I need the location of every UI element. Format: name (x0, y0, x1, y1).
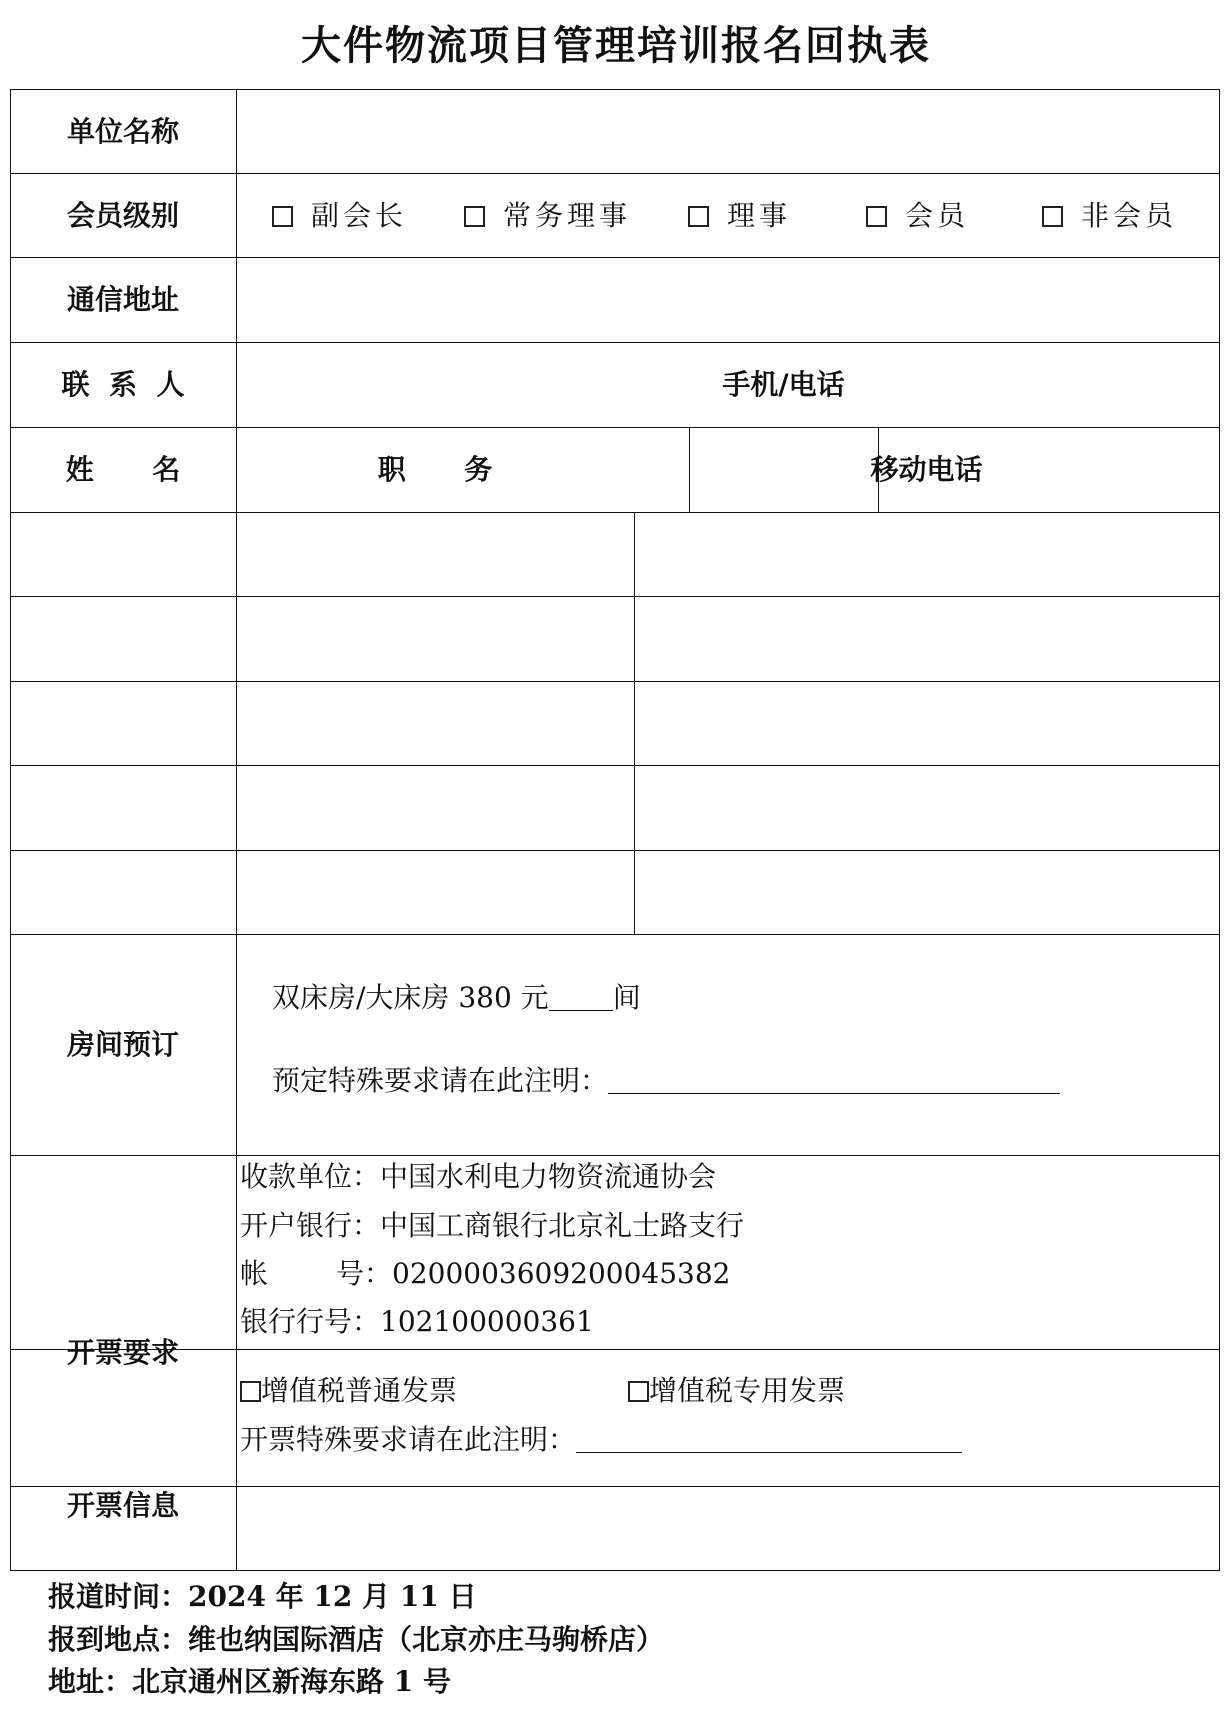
checkbox-icon[interactable] (464, 206, 485, 227)
position-header: 职 务 (377, 453, 493, 486)
report-venue: 报到地点：维也纳国际酒店（北京亦庄马驹桥店） (48, 1623, 665, 1656)
form-title: 大件物流项目管理培训报名回执表 (301, 22, 931, 69)
invoice-requirement-label: 开票要求 (66, 1336, 179, 1369)
invoice-note-text: 开票特殊要求请在此注明： (240, 1423, 577, 1456)
room-count-blank[interactable] (549, 1009, 613, 1011)
row-divider (10, 342, 1220, 343)
label-column-divider (236, 89, 237, 1571)
account-label: 帐 (240, 1257, 269, 1290)
room-rate-line (272, 981, 641, 1014)
member-option-vice-president[interactable]: 副会长 (272, 202, 407, 230)
checkbox-icon[interactable] (1042, 206, 1063, 227)
row-divider (10, 596, 1220, 597)
room-special-request-blank[interactable] (608, 1092, 1060, 1094)
checkbox-icon[interactable] (628, 1381, 649, 1402)
unit-name-label: 单位名称 (66, 115, 179, 148)
member-option-non-member[interactable]: 非会员 (1042, 202, 1177, 230)
invoice-note-blank[interactable] (576, 1451, 962, 1453)
row-divider (10, 1486, 1220, 1487)
member-option-member[interactable]: 会员 (866, 202, 969, 230)
member-option-director[interactable]: 理事 (688, 202, 791, 230)
row-divider (10, 427, 1220, 428)
room-special-request-line (272, 1064, 1060, 1097)
checkbox-icon[interactable] (272, 206, 293, 227)
account-line (240, 1257, 731, 1290)
address-label: 通信地址 (66, 283, 179, 316)
checkbox-icon[interactable] (866, 206, 887, 227)
contact-label: 联 系 人 (61, 368, 185, 401)
member-option-executive-director[interactable]: 常务理事 (464, 202, 631, 230)
row-divider (10, 765, 1220, 766)
invoice-option-general[interactable]: 增值税普通发票 (240, 1377, 457, 1405)
row-divider (10, 1155, 1220, 1156)
report-address: 地址：北京通州区新海东路 1 号 (48, 1665, 451, 1698)
room-rate-text: 双床房/大床房 380 元 (272, 981, 549, 1014)
room-booking-label: 房间预订 (66, 1028, 179, 1061)
row-divider (10, 512, 1220, 513)
table-border-right (1219, 89, 1220, 1571)
bank-code-line: 银行行号：102100000361 (240, 1305, 594, 1338)
room-unit-text: 间 (612, 981, 641, 1014)
account-value: 号：0200003609200045382 (336, 1257, 731, 1290)
payee-line: 收款单位：中国水利电力物资流通协会 (240, 1160, 717, 1193)
name-header: 姓 名 (65, 453, 181, 486)
invoice-option-special[interactable]: 增值税专用发票 (628, 1377, 845, 1405)
checkbox-icon[interactable] (240, 1381, 261, 1402)
row-divider (10, 934, 1220, 935)
table-border-top (10, 89, 1220, 90)
invoice-note-line (240, 1423, 962, 1456)
bank-line: 开户银行：中国工商银行北京礼士路支行 (240, 1209, 745, 1242)
invoice-info-label: 开票信息 (66, 1489, 179, 1522)
member-level-label: 会员级别 (66, 199, 179, 232)
table-border-bottom (10, 1570, 1220, 1571)
checkbox-icon[interactable] (688, 206, 709, 227)
registration-form (10, 89, 1220, 1571)
mobile-header: 移动电话 (870, 453, 983, 486)
report-date: 报道时间：2024 年 12 月 11 日 (48, 1580, 477, 1613)
row-divider (10, 681, 1220, 682)
attendee-column-divider (634, 512, 635, 934)
row-divider (10, 850, 1220, 851)
row-divider (10, 173, 1220, 174)
row-divider (10, 257, 1220, 258)
room-special-request-text: 预定特殊要求请在此注明： (272, 1064, 609, 1097)
phone-label: 手机/电话 (722, 368, 845, 401)
